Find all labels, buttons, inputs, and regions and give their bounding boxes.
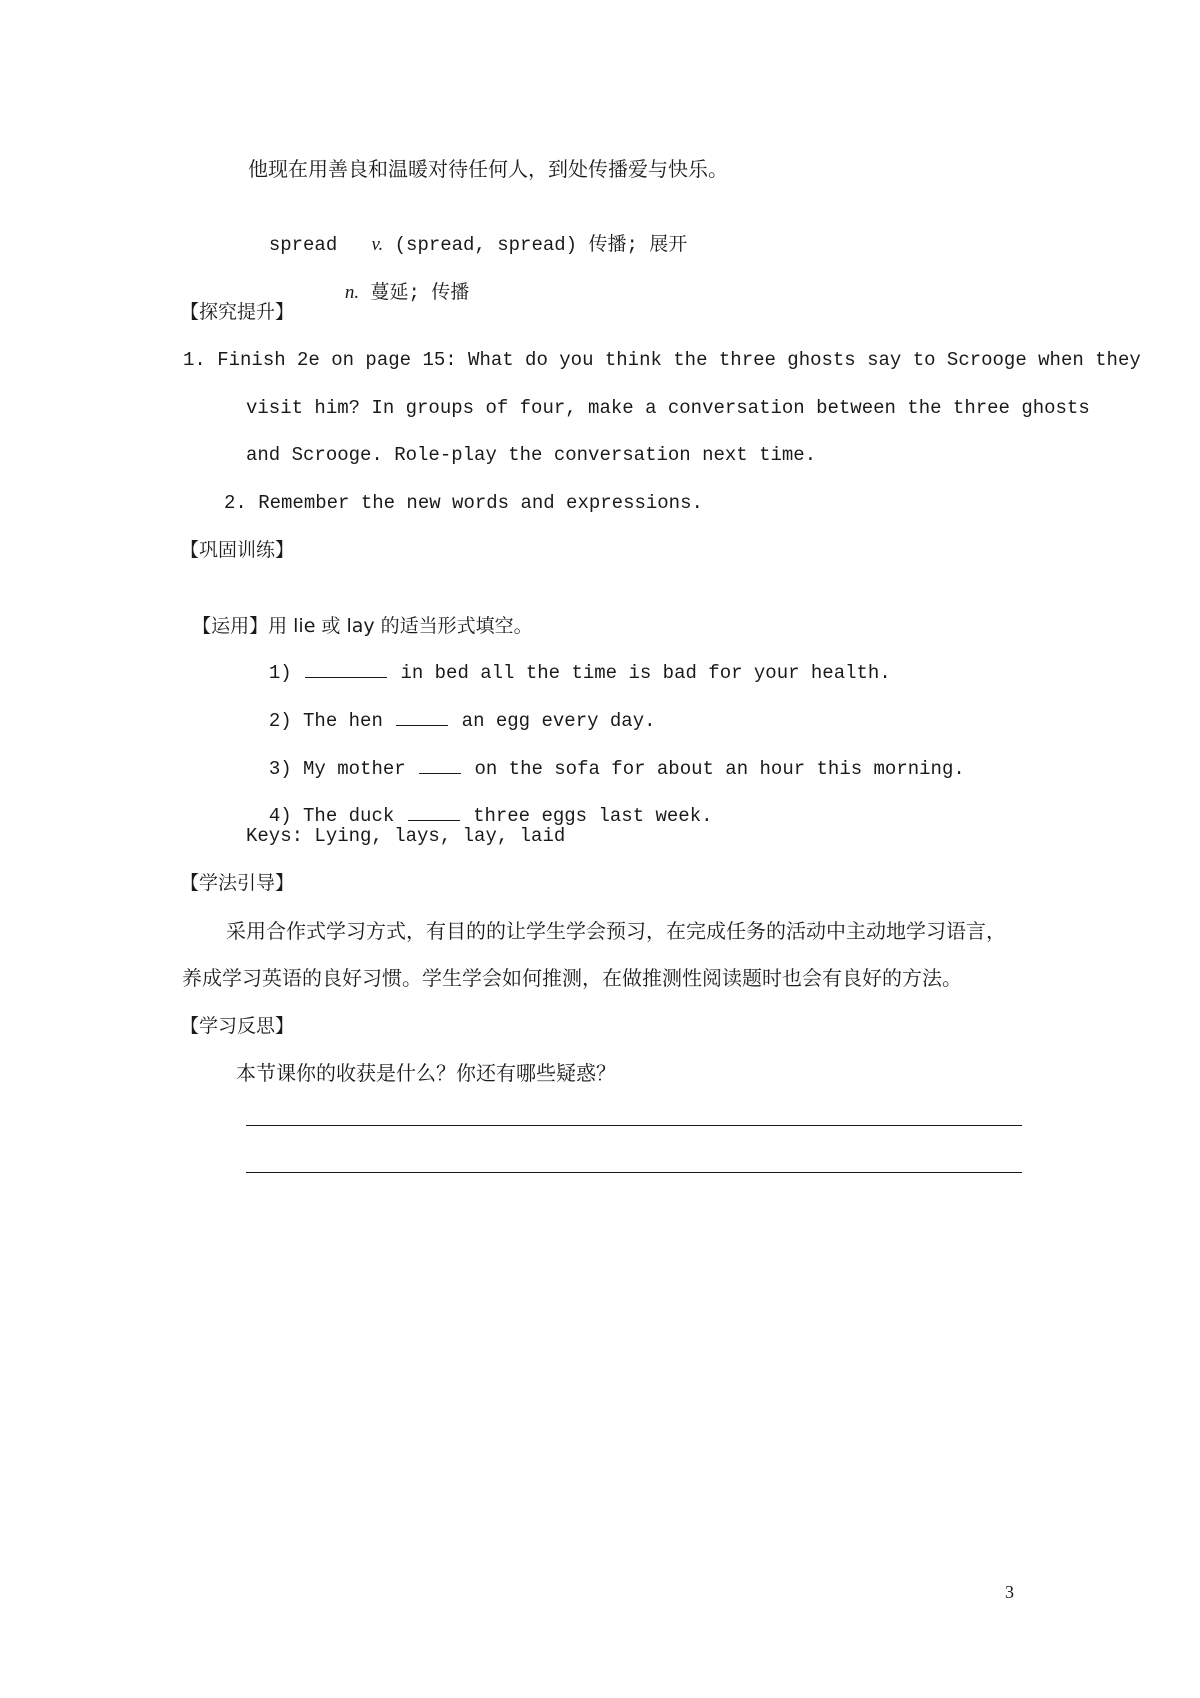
q1-number: 1) [268, 662, 292, 684]
q3-blank [419, 755, 461, 774]
spread-word: spread [268, 234, 338, 256]
exercise-instruction-text: 用 lie 或 lay 的适当形式填空。 [268, 615, 533, 637]
answer-line-2[interactable] [246, 1172, 1022, 1173]
section-heading-reflection: 【学习反思】 [180, 1015, 295, 1037]
q3-number: 3) [268, 758, 292, 780]
q1-text: in bed all the time is bad for your health. [400, 662, 891, 684]
q4-after: three eggs last week. [473, 805, 713, 827]
explore-item-2: 2. Remember the new words and expressions. [224, 492, 703, 514]
section-heading-method: 【学法引导】 [180, 872, 295, 894]
q2-before: The hen [303, 710, 383, 732]
intro-sentence-cn: 他现在用善良和温暖对待任何人，到处传播爱与快乐。 [248, 157, 728, 181]
q2-number: 2) [268, 710, 292, 732]
q4-blank [408, 802, 460, 821]
q2-blank [396, 707, 448, 726]
spread-verb-forms: (spread, spread) 传播; 展开 [394, 234, 688, 256]
section-heading-consolidate: 【巩固训练】 [180, 539, 295, 561]
answer-line-1[interactable] [246, 1125, 1022, 1126]
q2-after: an egg every day. [461, 710, 656, 732]
q1-blank [305, 659, 387, 678]
method-paragraph-line-2: 养成学习英语的良好习惯。学生学会如何推测，在做推测性阅读题时也会有良好的方法。 [182, 966, 962, 990]
q4-number: 4) [268, 805, 292, 827]
exercise-keys: Keys: Lying, lays, lay, laid [246, 825, 566, 847]
pos-verb: v. [371, 234, 384, 255]
spread-noun-meaning: 蔓延; 传播 [370, 282, 470, 304]
exercise-label: 【运用】 [192, 615, 269, 637]
explore-item-1-line-2: visit him? In groups of four, make a conversation between the three ghosts [246, 397, 1090, 419]
vocab-spread-noun [322, 251, 469, 307]
section-heading-explore: 【探究提升】 [180, 301, 295, 323]
pos-noun: n. [344, 282, 360, 303]
q3-after: on the sofa for about an hour this morning. [474, 758, 965, 780]
page-number: 3 [1005, 1582, 1014, 1602]
explore-item-1-line-3: and Scrooge. Role-play the conversation next time. [246, 444, 817, 466]
q3-before: My mother [303, 758, 406, 780]
reflection-prompt: 本节课你的收获是什么？你还有哪些疑惑？ [236, 1061, 616, 1085]
q4-before: The duck [303, 805, 395, 827]
explore-item-1-line-1: 1. Finish 2e on page 15: What do you think the three ghosts say to Scrooge when they [183, 349, 1141, 371]
method-paragraph-line-1: 采用合作式学习方式，有目的的让学生学会预习，在完成任务的活动中主动地学习语言， [226, 919, 1006, 943]
